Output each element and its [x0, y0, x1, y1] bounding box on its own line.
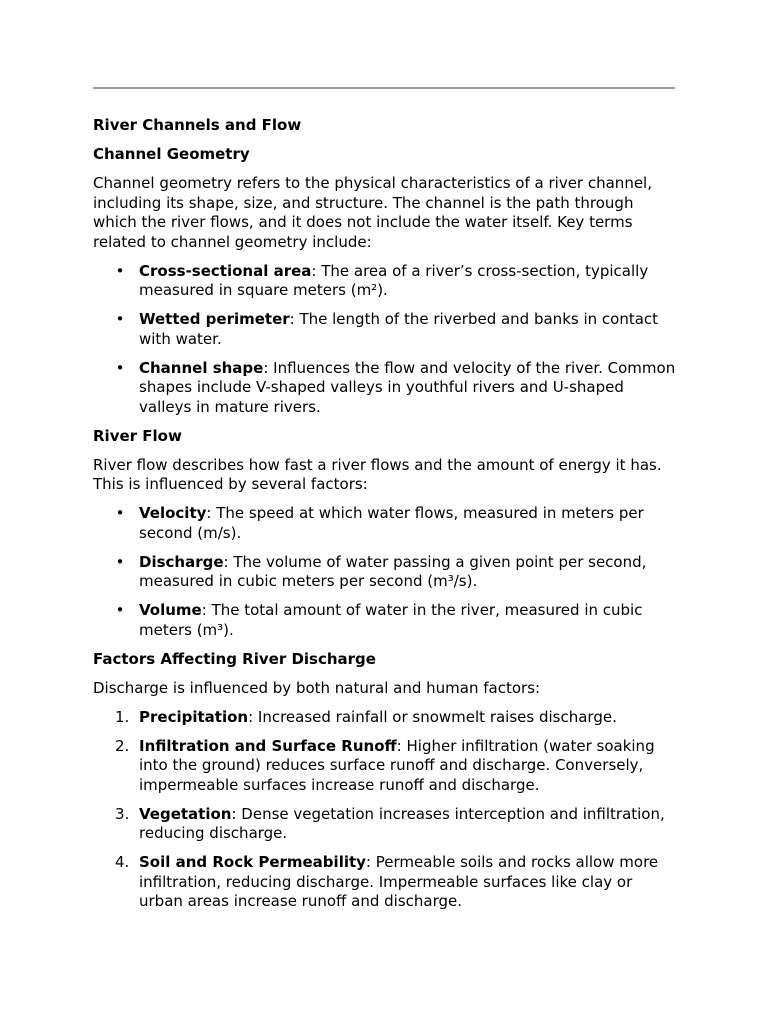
list-item: [115, 736, 677, 796]
top-divider: [93, 87, 675, 89]
bullet-glyph: •: [115, 601, 125, 619]
definition: : Higher infiltration (water soaking into the ground) reduces surface runoff and discharge. Conversely, impermeable surfaces increase runoff and discharge.: [139, 736, 655, 794]
definition: : Dense vegetation increases interception and infiltration, reducing discharge.: [139, 804, 665, 842]
bullet-list-river-flow: [93, 504, 677, 640]
term: Wetted perimeter: [139, 310, 290, 328]
list-item: [115, 804, 677, 844]
section-heading-river-flow: River Flow: [93, 426, 182, 445]
definition: : The volume of water passing a given point per second, measured in cubic meters per second (m³/s).: [139, 552, 647, 590]
term: Soil and Rock Permeability: [139, 853, 366, 871]
definition: : The length of the riverbed and banks in contact with water.: [139, 310, 659, 348]
list-number: 2.: [115, 736, 130, 755]
term: Vegetation: [139, 804, 232, 823]
section-heading-channel-geometry: Channel Geometry: [93, 145, 250, 163]
list-number: 4.: [115, 853, 130, 871]
term: Channel shape: [139, 358, 264, 377]
bullet-glyph: •: [115, 310, 125, 328]
term: Discharge: [139, 552, 224, 571]
section-heading-factors: Factors Affecting River Discharge: [93, 649, 376, 668]
list-number: 3.: [115, 804, 130, 823]
list-item: [115, 261, 677, 301]
list-number: 1.: [115, 707, 130, 726]
paragraph-channel-geometry: Channel geometry refers to the physical characteristics of a river channel, including its shape, size, and structure. The channel is the path through which the river flows, and it does not include the water itself. Key terms related to channel geometry include:: [93, 174, 652, 251]
list-item: [115, 552, 677, 592]
definition: : Increased rainfall or snowmelt raises discharge.: [248, 707, 617, 726]
paragraph-factors: Discharge is influenced by both natural and human factors:: [93, 678, 541, 697]
document-title: River Channels and Flow: [93, 116, 302, 134]
list-item: [115, 310, 677, 349]
term: Infiltration and Surface Runoff: [139, 736, 397, 755]
term: Volume: [139, 601, 202, 619]
bullet-glyph: •: [115, 504, 125, 522]
list-item: [115, 504, 677, 543]
definition: : The total amount of water in the river, measured in cubic meters (m³).: [139, 601, 643, 639]
list-item: [115, 853, 677, 912]
definition: : The area of a river’s cross-section, typically measured in square meters (m²).: [139, 261, 649, 299]
list-item: [115, 358, 677, 418]
paragraph-river-flow: River flow describes how fast a river flows and the amount of energy it has. This is influenced by several factors:: [93, 455, 662, 493]
definition: : Influences the flow and velocity of the river. Common shapes include V-shaped valleys in youthful rivers and U-shaped valleys in mature rivers.: [139, 358, 676, 416]
bullet-glyph: •: [115, 261, 125, 280]
definition: : Permeable soils and rocks allow more infiltration, reducing discharge. Impermeable surfaces like clay or urban areas increase runoff and discharge.: [139, 853, 659, 910]
bullet-list-channel-geometry: [93, 262, 677, 418]
list-item: [115, 707, 677, 728]
term: Precipitation: [139, 707, 249, 726]
list-item: [115, 601, 677, 640]
bullet-glyph: •: [115, 552, 125, 571]
term: Velocity: [139, 504, 207, 522]
definition: : The speed at which water flows, measured in meters per second (m/s).: [139, 504, 644, 542]
numbered-list-factors: [93, 708, 677, 912]
bullet-glyph: •: [115, 358, 125, 377]
term: Cross-sectional area: [139, 261, 312, 280]
document-body: [93, 116, 677, 921]
